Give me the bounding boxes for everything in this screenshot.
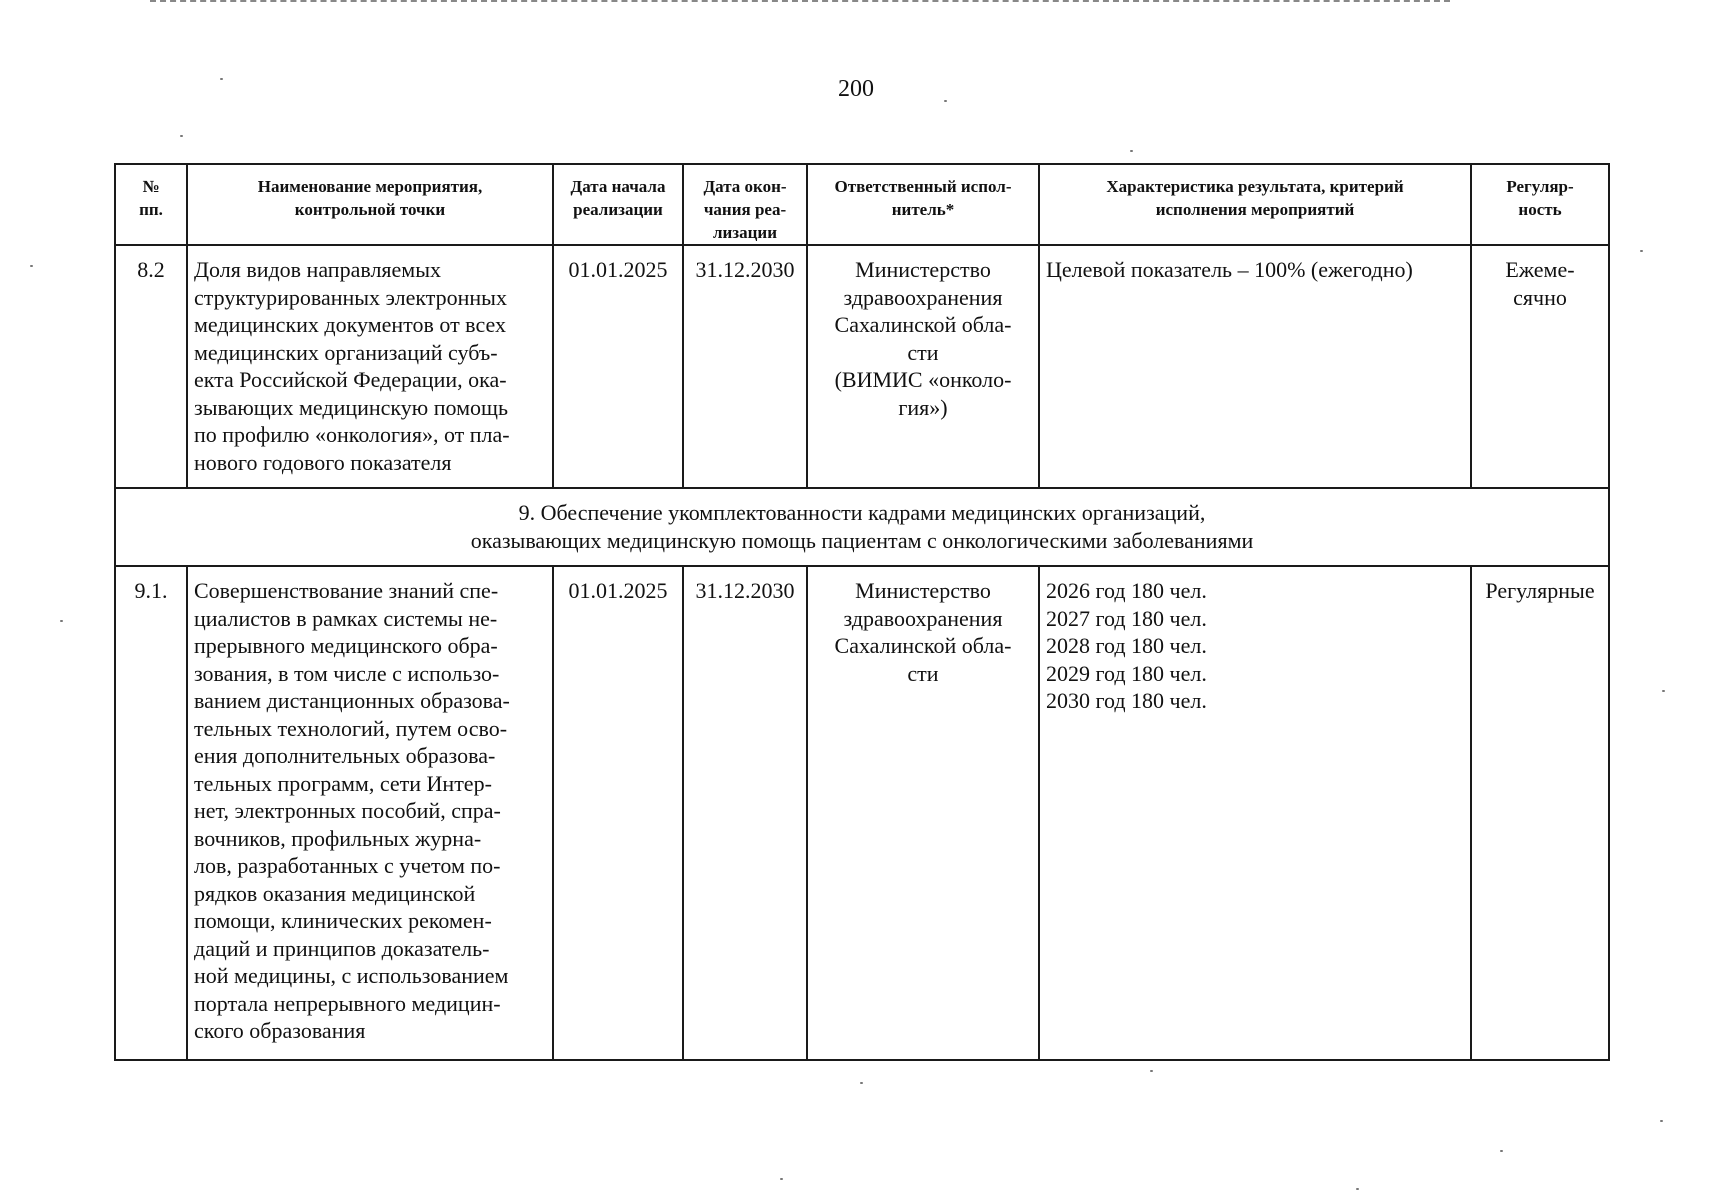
header-result [1039, 164, 1471, 245]
row-activity-name [187, 245, 553, 488]
name-line: помощи, клинических рекомен- [194, 908, 492, 933]
row-responsible [807, 566, 1039, 1060]
name-line: тельных программ, сети Интер- [194, 770, 492, 796]
name-line: по профилю «онкология», от пла- [194, 422, 510, 447]
row-end-date: 31.12.2030 [683, 245, 807, 488]
resp-line: сти [907, 339, 939, 365]
resp-line: здравоохранения [843, 605, 1003, 631]
resp-line: сти [907, 660, 939, 686]
name-line: медицинских документов от всех [194, 312, 506, 337]
activities-table [114, 163, 1610, 1061]
page-number: 200 [838, 76, 874, 102]
table-row-9-1 [115, 566, 1609, 1060]
header-result-line: Характеристика результата, критерий [1106, 177, 1404, 196]
header-resp-line: Ответственный испол- [834, 177, 1012, 196]
name-line: Совершенствование знаний спе- [194, 578, 499, 603]
section-heading-row [115, 488, 1609, 566]
resp-line: Министерство [855, 257, 991, 282]
scan-top-edge [150, 0, 1450, 4]
row-result [1039, 566, 1471, 1060]
resp-line: Министерство [855, 578, 991, 603]
resp-line: здравоохранения [843, 284, 1003, 310]
name-line: ванием дистанционных образова- [194, 688, 510, 713]
header-start-date [553, 164, 683, 245]
scan-speck [1150, 1070, 1153, 1072]
header-end-date [683, 164, 807, 245]
section-heading-line: 9. Обеспечение укомплектованности кадрами медицинских организаций, [518, 500, 1206, 525]
header-name-line: контрольной точки [294, 200, 446, 219]
header-reg-line: ность [1518, 200, 1562, 219]
row-regularity: Регулярные [1471, 566, 1609, 1060]
scan-speck [1130, 150, 1133, 152]
name-line: вочников, профильных журна- [194, 825, 482, 851]
resp-line: гия») [898, 394, 948, 420]
header-num-line: № [142, 177, 160, 196]
name-line: портала непрерывного медицин- [194, 990, 501, 1016]
table-row-8-2 [115, 245, 1609, 488]
scan-speck [1640, 250, 1643, 252]
header-resp-line: нитель* [891, 200, 955, 219]
scan-speck [1356, 1188, 1359, 1190]
header-start-line: Дата начала [570, 177, 666, 196]
header-responsible [807, 164, 1039, 245]
scan-speck [780, 1178, 783, 1180]
row-activity-name [187, 566, 553, 1060]
row-responsible [807, 245, 1039, 488]
scan-speck [220, 78, 223, 80]
table-header-row [115, 164, 1609, 245]
name-line: структурированных электронных [194, 284, 507, 310]
name-line: ения дополнительных образова- [194, 743, 496, 768]
name-line: нет, электронных пособий, спра- [194, 798, 501, 823]
name-line: зования, в том числе с использо- [194, 660, 500, 686]
name-line: тельных технологий, путем осво- [194, 715, 508, 741]
section-heading [115, 488, 1609, 566]
header-regularity [1471, 164, 1609, 245]
header-end-line: чания реа- [703, 200, 787, 219]
row-result: Целевой показатель – 100% (ежегодно) [1039, 245, 1471, 488]
reg-line: сячно [1513, 284, 1567, 310]
scan-speck [1660, 1120, 1663, 1122]
section-heading-line: оказывающих медицинскую помощь пациентам с онкологическими заболеваниями [470, 527, 1254, 553]
header-start-line: реализации [573, 200, 663, 219]
resp-line: Сахалинской обла- [834, 633, 1012, 658]
result-line: 2030 год 180 чел. [1046, 688, 1207, 713]
scan-speck [1500, 1150, 1503, 1152]
header-reg-line: Регуляр- [1506, 177, 1574, 196]
name-line: ной медицины, с использованием [194, 963, 509, 988]
header-num [115, 164, 187, 245]
row-num: 8.2 [115, 245, 187, 488]
scan-speck [30, 265, 33, 267]
header-end-line: Дата окон- [703, 177, 787, 196]
name-line: лов, разработанных с учетом по- [194, 853, 501, 878]
result-line: 2027 год 180 чел. [1046, 605, 1207, 631]
resp-line: (ВИМИС «онколо- [834, 367, 1012, 392]
reg-line: Ежеме- [1505, 257, 1575, 282]
name-line: ского образования [194, 1018, 366, 1043]
header-name [187, 164, 553, 245]
scan-speck [860, 1082, 863, 1084]
name-line: екта Российской Федерации, ока- [194, 367, 507, 392]
name-line: медицинских организаций субъ- [194, 339, 498, 365]
row-regularity [1471, 245, 1609, 488]
scan-speck [60, 620, 63, 622]
name-line: циалистов в рамках системы не- [194, 605, 498, 631]
header-name-line: Наименование мероприятия, [257, 177, 483, 196]
resp-line: Сахалинской обла- [834, 312, 1012, 337]
name-line: нового годового показателя [194, 449, 452, 475]
row-start-date: 01.01.2025 [553, 566, 683, 1060]
row-end-date: 31.12.2030 [683, 566, 807, 1060]
name-line: прерывного медицинского обра- [194, 633, 498, 658]
header-end-line: лизации [712, 223, 778, 242]
name-line: даций и принципов доказатель- [194, 935, 490, 961]
name-line: зывающих медицинскую помощь [194, 394, 508, 420]
row-num: 9.1. [115, 566, 187, 1060]
scan-speck [944, 100, 947, 102]
name-line: рядков оказания медицинской [194, 880, 476, 906]
scan-speck [180, 135, 183, 137]
header-result-line: исполнения мероприятий [1155, 200, 1355, 219]
scan-speck [1662, 690, 1665, 692]
row-start-date: 01.01.2025 [553, 245, 683, 488]
result-line: 2029 год 180 чел. [1046, 660, 1207, 686]
header-num-line: пп. [139, 200, 163, 219]
name-line: Доля видов направляемых [194, 257, 442, 282]
result-line: 2026 год 180 чел. [1046, 578, 1207, 603]
result-line: 2028 год 180 чел. [1046, 633, 1207, 658]
